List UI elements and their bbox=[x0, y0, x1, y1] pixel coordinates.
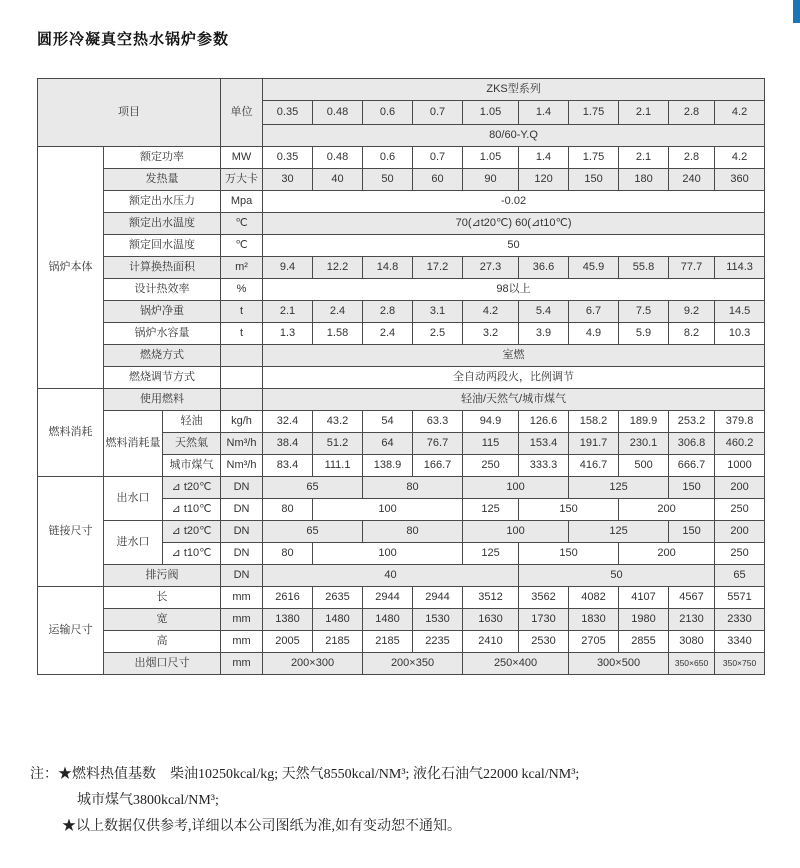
value-cell: 9.2 bbox=[669, 301, 715, 323]
value-cell: 40 bbox=[313, 169, 363, 191]
value-cell: 70(⊿t20℃) 60(⊿t10℃) bbox=[263, 213, 765, 235]
value-cell: 1000 bbox=[715, 455, 765, 477]
value-cell: 2005 bbox=[263, 631, 313, 653]
value-cell: 111.1 bbox=[313, 455, 363, 477]
value-cell: 379.8 bbox=[715, 411, 765, 433]
value-cell: 2.1 bbox=[263, 301, 313, 323]
value-cell: 60 bbox=[413, 169, 463, 191]
row-unit: Nm³/h bbox=[221, 455, 263, 477]
header-model: 0.7 bbox=[413, 101, 463, 125]
value-cell: 64 bbox=[363, 433, 413, 455]
value-cell: 65 bbox=[263, 477, 363, 499]
row-label: 燃烧方式 bbox=[104, 345, 221, 367]
value-cell: 250 bbox=[715, 543, 765, 565]
row-label: ⊿ t10℃ bbox=[163, 499, 221, 521]
row-unit: % bbox=[221, 279, 263, 301]
value-cell: 3.2 bbox=[463, 323, 519, 345]
row-label: ⊿ t20℃ bbox=[163, 477, 221, 499]
value-cell: 350×750 bbox=[715, 653, 765, 675]
group-label: 运输尺寸 bbox=[38, 587, 104, 675]
value-cell: 63.3 bbox=[413, 411, 463, 433]
value-cell: 2.4 bbox=[313, 301, 363, 323]
value-cell: 1.75 bbox=[569, 147, 619, 169]
value-cell: 1.4 bbox=[519, 147, 569, 169]
value-cell: 5.9 bbox=[619, 323, 669, 345]
row-label: 额定出水压力 bbox=[104, 191, 221, 213]
value-cell: 0.6 bbox=[363, 147, 413, 169]
value-cell: 10.3 bbox=[715, 323, 765, 345]
value-cell: 5571 bbox=[715, 587, 765, 609]
row-label: 排污阀 bbox=[104, 565, 221, 587]
value-cell: 100 bbox=[463, 477, 569, 499]
value-cell: 114.3 bbox=[715, 257, 765, 279]
value-cell: 80 bbox=[263, 543, 313, 565]
value-cell: 166.7 bbox=[413, 455, 463, 477]
value-cell: 230.1 bbox=[619, 433, 669, 455]
value-cell: 4082 bbox=[569, 587, 619, 609]
value-cell: 1980 bbox=[619, 609, 669, 631]
value-cell: 1380 bbox=[263, 609, 313, 631]
row-label-group: 进水口 bbox=[104, 521, 163, 565]
value-cell: 2185 bbox=[313, 631, 363, 653]
value-cell: 9.4 bbox=[263, 257, 313, 279]
header-model: 4.2 bbox=[715, 101, 765, 125]
value-cell: 150 bbox=[669, 521, 715, 543]
header-model: 1.05 bbox=[463, 101, 519, 125]
value-cell: 2616 bbox=[263, 587, 313, 609]
row-label: 额定出水温度 bbox=[104, 213, 221, 235]
row-label: 长 bbox=[104, 587, 221, 609]
value-cell: 55.8 bbox=[619, 257, 669, 279]
value-cell: 120 bbox=[519, 169, 569, 191]
value-cell: 98以上 bbox=[263, 279, 765, 301]
row-unit: mm bbox=[221, 653, 263, 675]
value-cell: 2705 bbox=[569, 631, 619, 653]
row-unit: DN bbox=[221, 565, 263, 587]
row-unit: Mpa bbox=[221, 191, 263, 213]
value-cell: 250×400 bbox=[463, 653, 569, 675]
row-unit: mm bbox=[221, 609, 263, 631]
value-cell: 100 bbox=[313, 543, 463, 565]
value-cell: 125 bbox=[569, 477, 669, 499]
value-cell: 333.3 bbox=[519, 455, 569, 477]
header-item: 项目 bbox=[38, 79, 221, 147]
value-cell: 2.8 bbox=[669, 147, 715, 169]
value-cell: 153.4 bbox=[519, 433, 569, 455]
value-cell: 0.35 bbox=[263, 147, 313, 169]
value-cell: 191.7 bbox=[569, 433, 619, 455]
row-unit: DN bbox=[221, 521, 263, 543]
value-cell: 1480 bbox=[363, 609, 413, 631]
value-cell: 1.58 bbox=[313, 323, 363, 345]
value-cell: 666.7 bbox=[669, 455, 715, 477]
value-cell: 94.9 bbox=[463, 411, 519, 433]
value-cell: 3.1 bbox=[413, 301, 463, 323]
corner-accent-bar bbox=[793, 0, 800, 23]
header-series: ZKS型系列 bbox=[263, 79, 765, 101]
value-cell: 90 bbox=[463, 169, 519, 191]
value-cell: 2.1 bbox=[619, 147, 669, 169]
row-unit: DN bbox=[221, 543, 263, 565]
value-cell: 12.2 bbox=[313, 257, 363, 279]
value-cell: 51.2 bbox=[313, 433, 363, 455]
value-cell: 43.2 bbox=[313, 411, 363, 433]
value-cell: 1480 bbox=[313, 609, 363, 631]
value-cell: 189.9 bbox=[619, 411, 669, 433]
value-cell: 45.9 bbox=[569, 257, 619, 279]
value-cell: 2944 bbox=[363, 587, 413, 609]
row-unit: t bbox=[221, 301, 263, 323]
value-cell: 38.4 bbox=[263, 433, 313, 455]
value-cell: 轻油/天然气/城市煤气 bbox=[263, 389, 765, 411]
value-cell: 80 bbox=[363, 477, 463, 499]
value-cell: 360 bbox=[715, 169, 765, 191]
row-label: 城市煤气 bbox=[163, 455, 221, 477]
value-cell: 1.05 bbox=[463, 147, 519, 169]
value-cell: 7.5 bbox=[619, 301, 669, 323]
value-cell: 2185 bbox=[363, 631, 413, 653]
row-label: 宽 bbox=[104, 609, 221, 631]
value-cell: 40 bbox=[263, 565, 519, 587]
value-cell: 50 bbox=[519, 565, 715, 587]
value-cell: 36.6 bbox=[519, 257, 569, 279]
value-cell: 0.48 bbox=[313, 147, 363, 169]
boiler-spec-table bbox=[37, 78, 765, 675]
row-label: 锅炉水容量 bbox=[104, 323, 221, 345]
value-cell: 200×300 bbox=[263, 653, 363, 675]
value-cell: 306.8 bbox=[669, 433, 715, 455]
footnote-line-3: ★以上数据仅供参考,详细以本公司图纸为准,如有变动恕不通知。 bbox=[62, 819, 461, 834]
value-cell: 2235 bbox=[413, 631, 463, 653]
value-cell: 83.4 bbox=[263, 455, 313, 477]
value-cell: 4.9 bbox=[569, 323, 619, 345]
row-unit: DN bbox=[221, 499, 263, 521]
value-cell: 室燃 bbox=[263, 345, 765, 367]
value-cell: 350×650 bbox=[669, 653, 715, 675]
value-cell: 1630 bbox=[463, 609, 519, 631]
value-cell: 200×350 bbox=[363, 653, 463, 675]
value-cell: 500 bbox=[619, 455, 669, 477]
value-cell: 17.2 bbox=[413, 257, 463, 279]
header-subheader: 80/60-Y.Q bbox=[263, 125, 765, 147]
value-cell: 150 bbox=[519, 499, 619, 521]
value-cell: 200 bbox=[715, 521, 765, 543]
row-unit: 万大卡 bbox=[221, 169, 263, 191]
value-cell: 5.4 bbox=[519, 301, 569, 323]
header-model: 2.1 bbox=[619, 101, 669, 125]
row-unit: mm bbox=[221, 631, 263, 653]
value-cell: 200 bbox=[715, 477, 765, 499]
value-cell: 100 bbox=[463, 521, 569, 543]
value-cell: 4107 bbox=[619, 587, 669, 609]
header-model: 0.35 bbox=[263, 101, 313, 125]
header-model: 0.48 bbox=[313, 101, 363, 125]
value-cell: 1830 bbox=[569, 609, 619, 631]
value-cell: 54 bbox=[363, 411, 413, 433]
row-unit: mm bbox=[221, 587, 263, 609]
value-cell: 3512 bbox=[463, 587, 519, 609]
value-cell: 253.2 bbox=[669, 411, 715, 433]
value-cell: 2944 bbox=[413, 587, 463, 609]
value-cell: 3080 bbox=[669, 631, 715, 653]
value-cell: 240 bbox=[669, 169, 715, 191]
value-cell: 125 bbox=[463, 543, 519, 565]
value-cell: 全自动两段火，比例调节 bbox=[263, 367, 765, 389]
value-cell: 300×500 bbox=[569, 653, 669, 675]
value-cell: 2130 bbox=[669, 609, 715, 631]
value-cell: 65 bbox=[263, 521, 363, 543]
value-cell: 158.2 bbox=[569, 411, 619, 433]
header-model: 0.6 bbox=[363, 101, 413, 125]
value-cell: 115 bbox=[463, 433, 519, 455]
value-cell: 4567 bbox=[669, 587, 715, 609]
value-cell: 2410 bbox=[463, 631, 519, 653]
value-cell: 250 bbox=[463, 455, 519, 477]
row-label: 轻油 bbox=[163, 411, 221, 433]
row-label: 设计热效率 bbox=[104, 279, 221, 301]
footnotes bbox=[30, 762, 770, 840]
value-cell: 3340 bbox=[715, 631, 765, 653]
row-unit: Nm³/h bbox=[221, 433, 263, 455]
value-cell: 50 bbox=[363, 169, 413, 191]
footnote-line-1: 注：★燃料热值基数 柴油10250kcal/kg; 天然气8550kcal/NM³; 液化石油气22000 kcal/NM³; bbox=[30, 767, 580, 782]
header-unit: 单位 bbox=[221, 79, 263, 147]
value-cell: 77.7 bbox=[669, 257, 715, 279]
row-unit: m² bbox=[221, 257, 263, 279]
group-label: 燃料消耗 bbox=[38, 389, 104, 477]
value-cell: 150 bbox=[519, 543, 619, 565]
value-cell: 125 bbox=[463, 499, 519, 521]
value-cell: 65 bbox=[715, 565, 765, 587]
value-cell: 80 bbox=[363, 521, 463, 543]
value-cell: 150 bbox=[669, 477, 715, 499]
value-cell: 14.8 bbox=[363, 257, 413, 279]
row-label: ⊿ t10℃ bbox=[163, 543, 221, 565]
footnote-line-2: 城市煤气3800kcal/NM³; bbox=[77, 793, 219, 808]
page-title: 圆形冷凝真空热水锅炉参数 bbox=[37, 31, 230, 48]
row-unit: DN bbox=[221, 477, 263, 499]
row-label: 计算换热面积 bbox=[104, 257, 221, 279]
row-unit bbox=[221, 389, 263, 411]
value-cell: 30 bbox=[263, 169, 313, 191]
row-unit bbox=[221, 367, 263, 389]
value-cell: 2330 bbox=[715, 609, 765, 631]
value-cell: 4.2 bbox=[463, 301, 519, 323]
value-cell: 2.8 bbox=[363, 301, 413, 323]
value-cell: 150 bbox=[569, 169, 619, 191]
value-cell: 80 bbox=[263, 499, 313, 521]
value-cell: 180 bbox=[619, 169, 669, 191]
row-unit: t bbox=[221, 323, 263, 345]
row-label: ⊿ t20℃ bbox=[163, 521, 221, 543]
row-label: 锅炉净重 bbox=[104, 301, 221, 323]
value-cell: 6.7 bbox=[569, 301, 619, 323]
value-cell: 2.5 bbox=[413, 323, 463, 345]
value-cell: 4.2 bbox=[715, 147, 765, 169]
value-cell: 0.7 bbox=[413, 147, 463, 169]
value-cell: 200 bbox=[619, 543, 715, 565]
value-cell: 14.5 bbox=[715, 301, 765, 323]
value-cell: -0.02 bbox=[263, 191, 765, 213]
value-cell: 27.3 bbox=[463, 257, 519, 279]
value-cell: 125 bbox=[569, 521, 669, 543]
value-cell: 50 bbox=[263, 235, 765, 257]
value-cell: 1730 bbox=[519, 609, 569, 631]
value-cell: 76.7 bbox=[413, 433, 463, 455]
value-cell: 460.2 bbox=[715, 433, 765, 455]
value-cell: 3562 bbox=[519, 587, 569, 609]
row-label-group: 出水口 bbox=[104, 477, 163, 521]
value-cell: 138.9 bbox=[363, 455, 413, 477]
value-cell: 200 bbox=[619, 499, 715, 521]
header-model: 1.75 bbox=[569, 101, 619, 125]
header-model: 1.4 bbox=[519, 101, 569, 125]
row-label: 出烟口尺寸 bbox=[104, 653, 221, 675]
row-unit bbox=[221, 345, 263, 367]
row-unit: ℃ bbox=[221, 235, 263, 257]
group-label: 链接尺寸 bbox=[38, 477, 104, 587]
value-cell: 1.3 bbox=[263, 323, 313, 345]
group-label: 锅炉本体 bbox=[38, 147, 104, 389]
row-unit: kg/h bbox=[221, 411, 263, 433]
value-cell: 3.9 bbox=[519, 323, 569, 345]
row-label: 使用燃料 bbox=[104, 389, 221, 411]
row-label: 额定功率 bbox=[104, 147, 221, 169]
row-label: 天然氣 bbox=[163, 433, 221, 455]
value-cell: 1530 bbox=[413, 609, 463, 631]
row-label-group: 燃料消耗量 bbox=[104, 411, 163, 477]
value-cell: 32.4 bbox=[263, 411, 313, 433]
value-cell: 2.4 bbox=[363, 323, 413, 345]
value-cell: 2855 bbox=[619, 631, 669, 653]
row-label: 燃烧调节方式 bbox=[104, 367, 221, 389]
value-cell: 416.7 bbox=[569, 455, 619, 477]
row-unit: ℃ bbox=[221, 213, 263, 235]
row-label: 发热量 bbox=[104, 169, 221, 191]
header-model: 2.8 bbox=[669, 101, 715, 125]
row-label: 高 bbox=[104, 631, 221, 653]
row-label: 额定回水温度 bbox=[104, 235, 221, 257]
value-cell: 100 bbox=[313, 499, 463, 521]
value-cell: 250 bbox=[715, 499, 765, 521]
row-unit: MW bbox=[221, 147, 263, 169]
value-cell: 8.2 bbox=[669, 323, 715, 345]
value-cell: 2635 bbox=[313, 587, 363, 609]
value-cell: 2530 bbox=[519, 631, 569, 653]
value-cell: 126.6 bbox=[519, 411, 569, 433]
